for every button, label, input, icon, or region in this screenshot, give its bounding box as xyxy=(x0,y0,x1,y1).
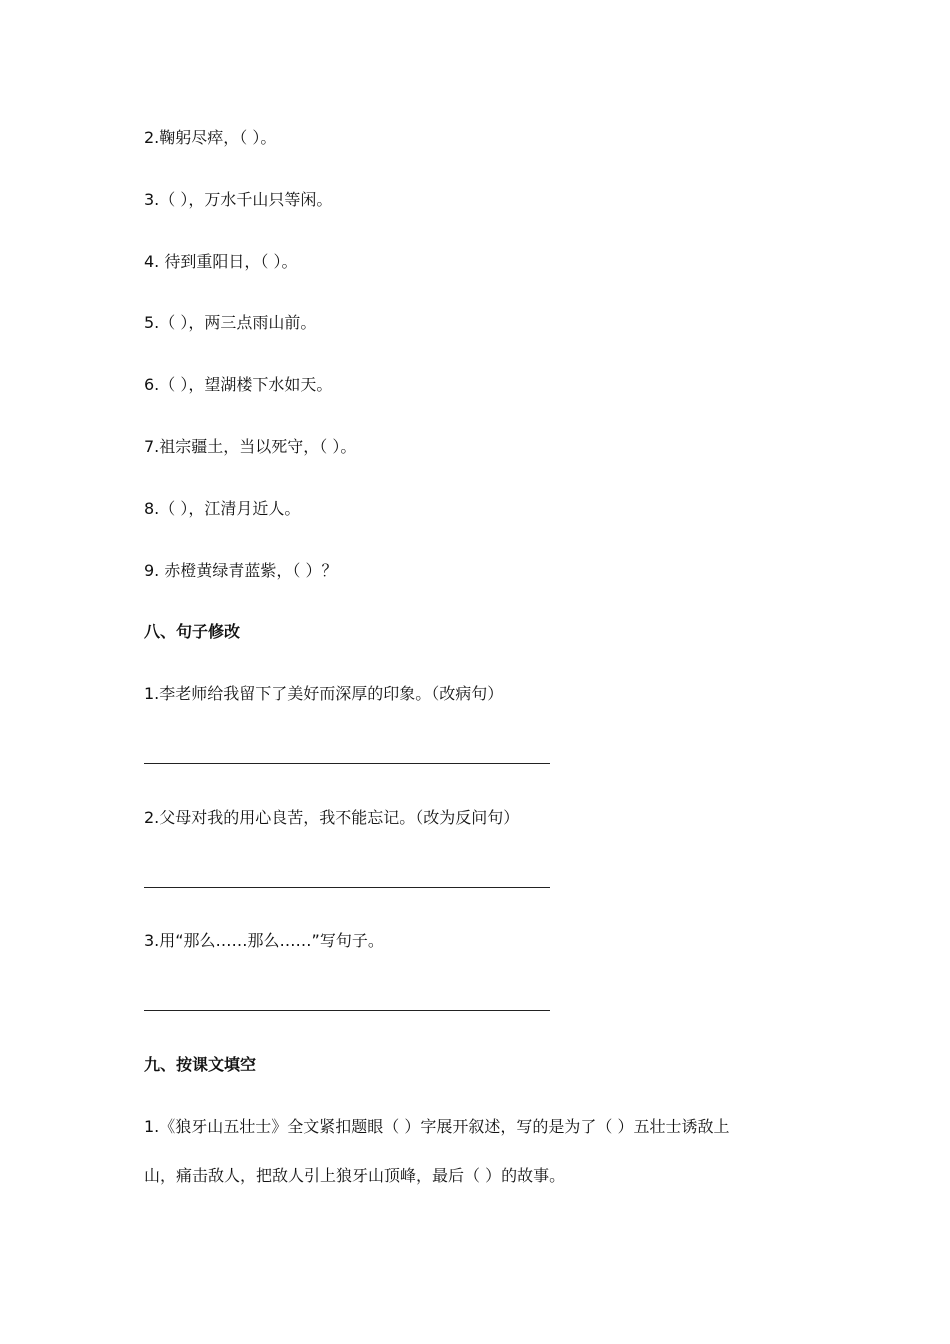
answer-line-1[interactable] xyxy=(144,763,550,764)
text-fill-question-1-line-2: 山，痛击敌人，把敌人引上狼牙山顶峰，最后（ ）的故事。 xyxy=(144,1166,566,1185)
section-8-heading: 八、句子修改 xyxy=(144,622,241,641)
fill-item-6: 6.（ ），望湖楼下水如天。 xyxy=(144,375,333,394)
fill-item-9: 9. 赤橙黄绿青蓝紫，（ ）？ xyxy=(144,561,338,580)
fill-item-3: 3.（ ），万水千山只等闲。 xyxy=(144,190,333,209)
fill-item-4: 4. 待到重阳日，（ ）。 xyxy=(144,252,298,271)
sentence-question-3: 3.用“那么……那么……”写句子。 xyxy=(144,931,384,950)
fill-item-2: 2.鞠躬尽瘁，（ ）。 xyxy=(144,128,277,147)
section-9-heading: 九、按课文填空 xyxy=(144,1055,257,1074)
fill-item-5: 5.（ ），两三点雨山前。 xyxy=(144,313,317,332)
text-fill-question-1-line-1: 1.《狼牙山五壮士》全文紧扣题眼（ ）字展开叙述，写的是为了（ ）五壮士诱敌上 xyxy=(144,1117,730,1136)
fill-item-8: 8.（ ），江清月近人。 xyxy=(144,499,301,518)
answer-line-2[interactable] xyxy=(144,887,550,888)
answer-line-3[interactable] xyxy=(144,1010,550,1011)
sentence-question-1: 1.李老师给我留下了美好而深厚的印象。（改病句） xyxy=(144,684,504,703)
sentence-question-2: 2.父母对我的用心良苦，我不能忘记。（改为反问句） xyxy=(144,808,520,827)
fill-item-7: 7.祖宗疆土，当以死守，（ ）。 xyxy=(144,437,357,456)
